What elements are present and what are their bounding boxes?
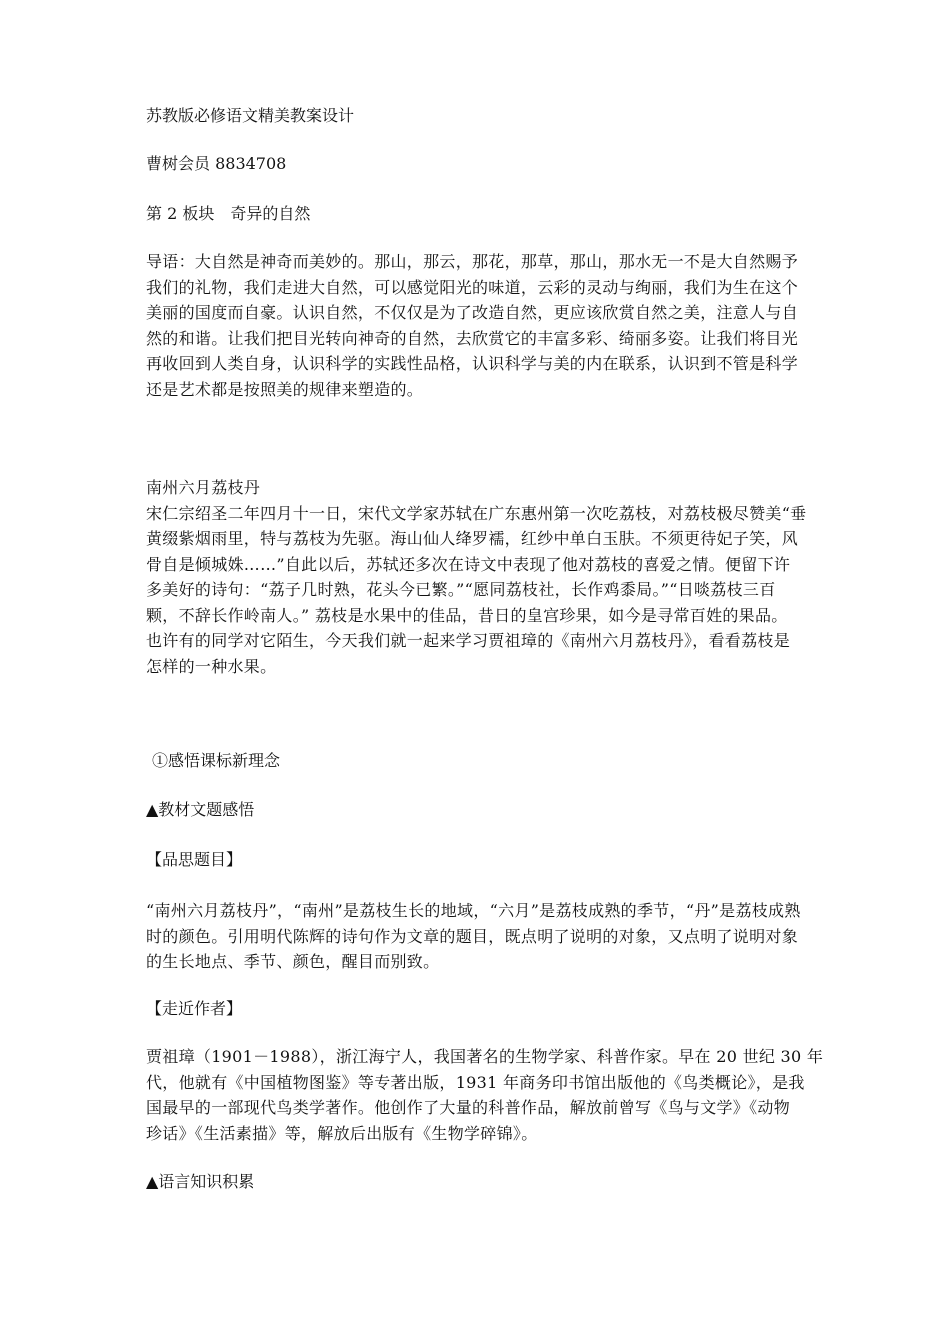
title-analysis-paragraph <box>146 898 818 975</box>
title-analysis-line: 的生长地点、季节、颜色，醒目而别致。 <box>146 952 440 971</box>
lesson-line: 骨自是倾城姝……”自此以后，苏轼还多次在诗文中表现了他对荔枝的喜爱之情。便留下许 <box>146 554 791 574</box>
lesson-line: 颗，不辞长作岭南人。” 荔枝是水果中的佳品，昔日的皇宫珍果，如今是寻常百姓的果品。 <box>146 605 788 625</box>
section-heading: 第 2 板块 奇异的自然 <box>146 204 311 223</box>
author-line: 贾祖璋（1901－1988），浙江海宁人，我国著名的生物学家、科普作家。早在 20 世纪 30 年 <box>146 1047 824 1066</box>
intro-line: 再收回到人类自身，认识科学的实践性品格，认识科学与美的内在联系，认识到不管是科学 <box>146 354 799 373</box>
lesson-line: 黄缀紫烟雨里，特与荔枝为先驱。海山仙人绛罗襦，红纱中单白玉肤。不须更待妃子笑，风 <box>146 529 799 548</box>
subsection-heading: ▲语言知识积累 <box>146 1172 255 1191</box>
intro-line: 我们的礼物，我们走进大自然，可以感觉阳光的味道，云彩的灵动与绚丽，我们为生在这个 <box>146 277 799 297</box>
lesson-line: 也许有的同学对它陌生，今天我们就一起来学习贾祖璋的《南州六月荔枝丹》，看看荔枝是 <box>146 631 791 650</box>
title-analysis-line: “南州六月荔枝丹”，“南州”是荔枝生长的地域，“六月”是荔枝成熟的季节，“丹”是荔枝成熟 <box>146 901 801 920</box>
intro-line: 然的和谐。让我们把目光转向神奇的自然，去欣赏它的丰富多彩、绮丽多姿。让我们将目光 <box>146 328 799 348</box>
lesson-line: 宋仁宗绍圣二年四月十一日，宋代文学家苏轼在广东惠州第一次吃荔枝，对荔枝极尽赞美“垂 <box>146 503 807 523</box>
lesson-title: 南州六月荔枝丹 <box>146 478 261 497</box>
lesson-intro <box>146 475 818 679</box>
title-analysis-line: 时的颜色。引用明代陈辉的诗句作为文章的题目，既点明了说明的对象，又点明了说明对象 <box>146 926 799 946</box>
intro-line: 还是艺术都是按照美的规律来塑造的。 <box>146 379 424 399</box>
bracket-heading: 【品思题目】 <box>146 850 243 869</box>
doc-title: 苏教版必修语文精美教案设计 <box>146 106 355 125</box>
author-line: 珍话》《生活素描》等，解放后出版有《生物学碎锦》。 <box>146 1123 538 1143</box>
lesson-line: 怎样的一种水果。 <box>146 656 277 676</box>
concept-heading: ①感悟课标新理念 <box>152 751 281 770</box>
intro-line: 美丽的国度而自豪。认识自然，不仅仅是为了改造自然，更应该欣赏自然之美，注意人与自 <box>146 303 799 322</box>
intro-line: 导语：大自然是神奇而美妙的。那山，那云，那花，那草，那山，那水无一不是大自然赐予 <box>146 252 799 271</box>
subsection-heading: ▲教材文题感悟 <box>146 800 255 819</box>
bracket-heading: 【走近作者】 <box>146 999 243 1018</box>
author-paragraph <box>146 1044 824 1146</box>
intro-paragraph <box>146 249 818 402</box>
member-info: 曹树会员 8834708 <box>146 154 287 173</box>
author-line: 国最早的一部现代鸟类学著作。他创作了大量的科普作品，解放前曾写《鸟与文学》《动物 <box>146 1098 791 1117</box>
lesson-line: 多美好的诗句：“荔子几时熟，花头今已繁。”“愿同荔枝社，长作鸡黍局。”“日啖荔枝三百 <box>146 580 776 599</box>
author-line: 代，他就有《中国植物图鉴》等专著出版，1931 年商务印书馆出版他的《鸟类概论》，是我 <box>146 1072 805 1092</box>
